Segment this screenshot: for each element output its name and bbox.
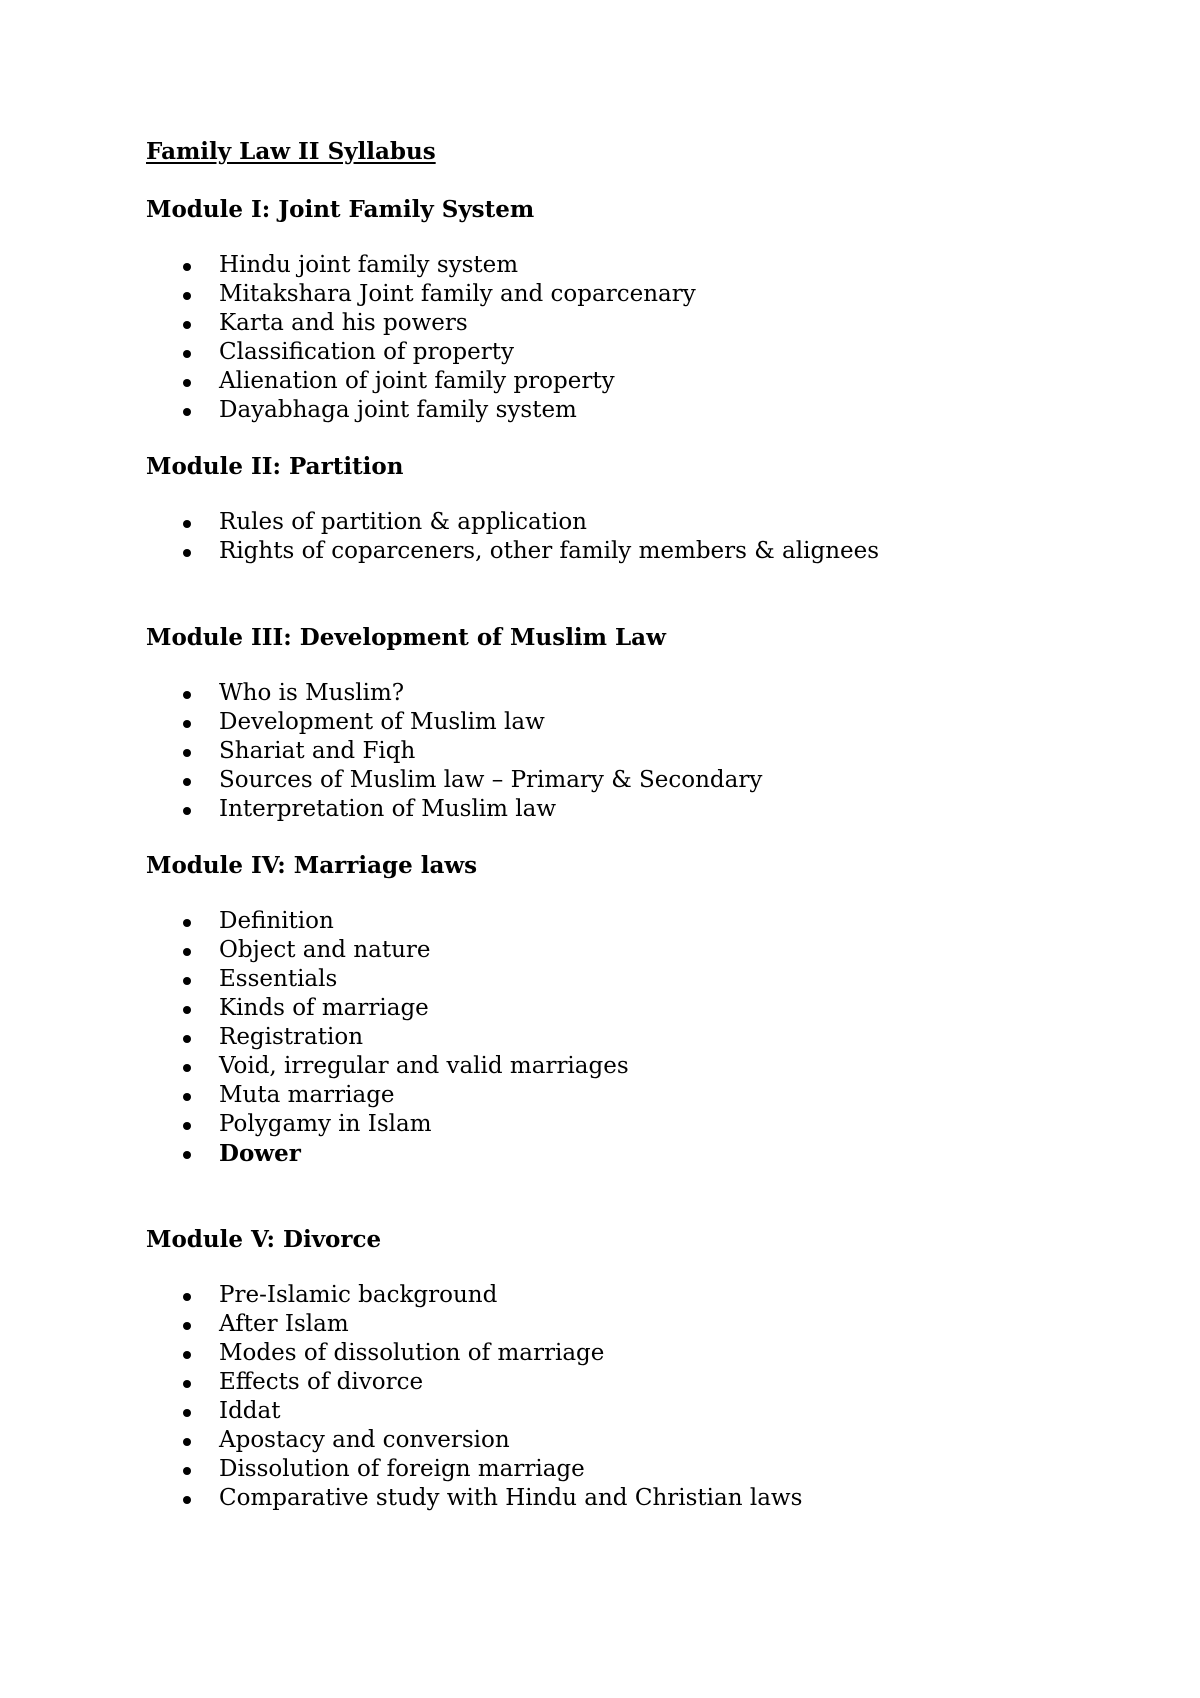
list-item	[146, 338, 1126, 367]
document-title: Family Law II Syllabus	[146, 138, 436, 165]
list-item-text: Polygamy in Islam	[219, 1111, 432, 1137]
spacer	[146, 481, 1126, 508]
list-item-text: Apostacy and conversion	[219, 1427, 510, 1453]
module-item-list	[146, 251, 1126, 425]
bullet-icon	[183, 691, 191, 699]
list-item	[146, 708, 1126, 737]
list-item	[146, 1281, 1126, 1310]
list-item-text: Essentials	[219, 966, 338, 992]
bullet-icon	[183, 977, 191, 985]
list-item-text: Interpretation of Muslim law	[219, 796, 557, 822]
bullet-icon	[183, 1293, 191, 1301]
module-section	[146, 624, 1126, 852]
spacer	[146, 652, 1126, 679]
bullet-icon	[183, 520, 191, 528]
list-item	[146, 766, 1126, 795]
list-item	[146, 1455, 1126, 1484]
list-item-text: Modes of dissolution of marriage	[219, 1340, 605, 1366]
list-item	[146, 1023, 1126, 1052]
list-item-text: Registration	[219, 1024, 364, 1050]
spacer	[146, 1254, 1126, 1281]
list-item	[146, 936, 1126, 965]
list-item	[146, 537, 1126, 566]
list-item-text: Sources of Muslim law – Primary & Secondary	[219, 767, 763, 793]
list-item-text: Dayabhaga joint family system	[219, 397, 577, 423]
bullet-icon	[183, 749, 191, 757]
bullet-icon	[183, 379, 191, 387]
list-item	[146, 508, 1126, 537]
module-item-list	[146, 679, 1126, 824]
bullet-icon	[183, 1151, 191, 1159]
list-item	[146, 994, 1126, 1023]
list-item-text: Hindu joint family system	[219, 252, 519, 278]
bullet-icon	[183, 1093, 191, 1101]
list-item-text: Definition	[219, 908, 334, 934]
bullet-icon	[183, 1035, 191, 1043]
spacer	[146, 880, 1126, 907]
bullet-icon	[183, 321, 191, 329]
list-item	[146, 1052, 1126, 1081]
module-heading: Module III: Development of Muslim Law	[146, 624, 666, 651]
spacer	[146, 166, 1126, 196]
spacer	[146, 566, 1126, 624]
module-item-list	[146, 1281, 1126, 1513]
spacer	[146, 224, 1126, 251]
list-item	[146, 737, 1126, 766]
spacer	[146, 1168, 1126, 1226]
list-item-text: Comparative study with Hindu and Christian laws	[219, 1485, 803, 1511]
list-item-text: Rules of partition & application	[219, 509, 587, 535]
list-item	[146, 1110, 1126, 1139]
bullet-icon	[183, 1467, 191, 1475]
module-section	[146, 1226, 1126, 1513]
list-item	[146, 1484, 1126, 1513]
bullet-icon	[183, 1351, 191, 1359]
list-item	[146, 396, 1126, 425]
module-heading: Module IV: Marriage laws	[146, 852, 478, 879]
list-item	[146, 367, 1126, 396]
bullet-icon	[183, 1064, 191, 1072]
list-item-text: Dower	[219, 1140, 301, 1167]
list-item-text: Mitakshara Joint family and coparcenary	[219, 281, 696, 307]
module-item-list	[146, 907, 1126, 1168]
document-page	[146, 138, 1126, 1513]
list-item-text: Muta marriage	[219, 1082, 395, 1108]
module-heading: Module V: Divorce	[146, 1226, 382, 1253]
list-item	[146, 965, 1126, 994]
module-section	[146, 453, 1126, 624]
bullet-icon	[183, 408, 191, 416]
module-heading: Module II: Partition	[146, 453, 404, 480]
spacer	[146, 425, 1126, 453]
bullet-icon	[183, 720, 191, 728]
bullet-icon	[183, 1496, 191, 1504]
list-item-text: After Islam	[219, 1311, 349, 1337]
list-item-text: Effects of divorce	[219, 1369, 424, 1395]
modules-container	[146, 196, 1126, 1513]
list-item	[146, 251, 1126, 280]
list-item	[146, 1426, 1126, 1455]
list-item-text: Who is Muslim?	[219, 680, 405, 706]
bullet-icon	[183, 292, 191, 300]
list-item-text: Void, irregular and valid marriages	[219, 1053, 629, 1079]
bullet-icon	[183, 1409, 191, 1417]
bullet-icon	[183, 549, 191, 557]
bullet-icon	[183, 263, 191, 271]
module-section	[146, 196, 1126, 453]
module-item-list	[146, 508, 1126, 566]
bullet-icon	[183, 1122, 191, 1130]
list-item	[146, 795, 1126, 824]
list-item-text: Karta and his powers	[219, 310, 468, 336]
list-item-text: Iddat	[219, 1398, 281, 1424]
bullet-icon	[183, 350, 191, 358]
bullet-icon	[183, 1006, 191, 1014]
list-item	[146, 1139, 1126, 1168]
list-item	[146, 907, 1126, 936]
list-item	[146, 309, 1126, 338]
list-item-text: Alienation of joint family property	[219, 368, 615, 394]
bullet-icon	[183, 919, 191, 927]
bullet-icon	[183, 778, 191, 786]
list-item-text: Rights of coparceners, other family members & alignees	[219, 538, 880, 564]
bullet-icon	[183, 807, 191, 815]
list-item	[146, 1081, 1126, 1110]
list-item-text: Kinds of marriage	[219, 995, 429, 1021]
bullet-icon	[183, 1322, 191, 1330]
list-item-text: Development of Muslim law	[219, 709, 545, 735]
list-item-text: Shariat and Fiqh	[219, 738, 416, 764]
list-item	[146, 1339, 1126, 1368]
bullet-icon	[183, 1380, 191, 1388]
list-item-text: Classification of property	[219, 339, 514, 365]
list-item-text: Object and nature	[219, 937, 431, 963]
module-section	[146, 852, 1126, 1226]
list-item	[146, 1397, 1126, 1426]
list-item-text: Pre-Islamic background	[219, 1282, 498, 1308]
bullet-icon	[183, 948, 191, 956]
list-item	[146, 280, 1126, 309]
bullet-icon	[183, 1438, 191, 1446]
module-heading: Module I: Joint Family System	[146, 196, 535, 223]
list-item	[146, 1310, 1126, 1339]
list-item-text: Dissolution of foreign marriage	[219, 1456, 585, 1482]
list-item	[146, 679, 1126, 708]
spacer	[146, 824, 1126, 852]
list-item	[146, 1368, 1126, 1397]
